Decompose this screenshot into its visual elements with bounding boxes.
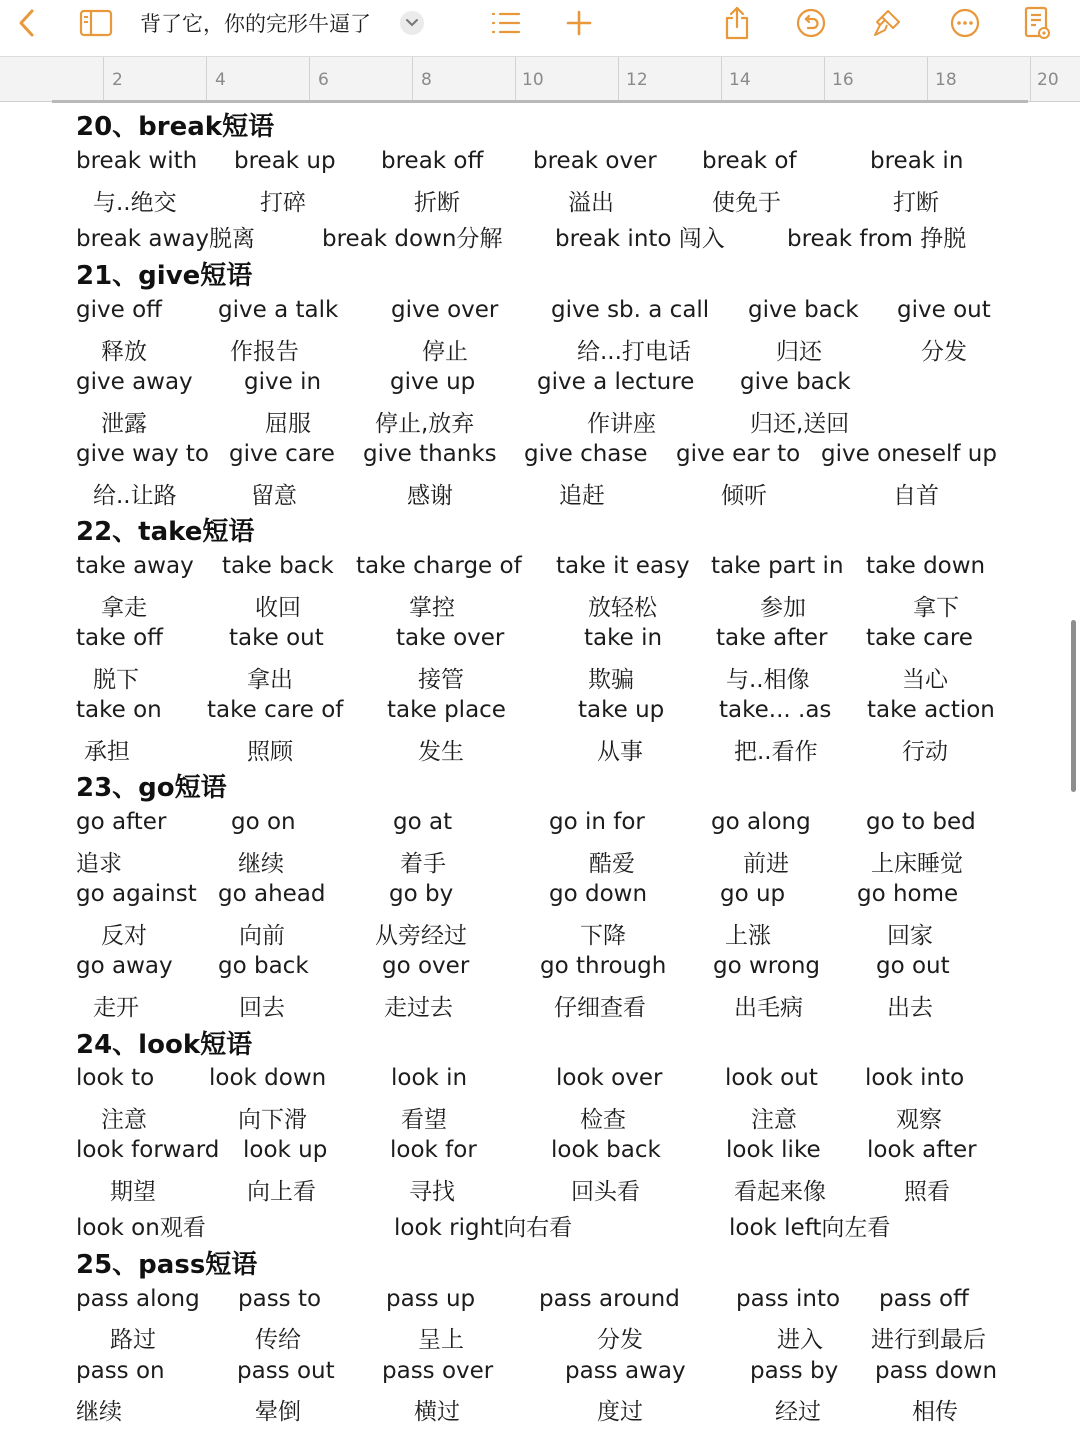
phrase-chinese: 掌控 [409, 595, 455, 621]
ruler-number: 14 [729, 70, 751, 90]
phrase-english: give off [76, 297, 162, 323]
phrase-english: break over [533, 148, 657, 174]
ruler-tick [515, 57, 516, 101]
phrase-english: pass up [386, 1286, 476, 1312]
phrase-chinese: 留意 [251, 483, 297, 509]
phrase-english: give way to [76, 441, 209, 467]
phrase-english: go through [540, 953, 667, 979]
section-heading: 23、go短语 [76, 773, 227, 803]
phrase-english: go away [76, 953, 173, 979]
ruler-number: 20 [1037, 70, 1059, 90]
phrase-chinese: 收回 [255, 595, 301, 621]
phrase-english: pass over [382, 1358, 494, 1384]
phrase-english: look like [726, 1137, 821, 1163]
phrase-chinese: 传给 [255, 1327, 301, 1353]
ruler-number: 2 [112, 70, 123, 90]
phrase-chinese: 参加 [760, 595, 806, 621]
phrase-english: take away [76, 553, 194, 579]
phrase-chinese: 继续 [76, 1399, 122, 1425]
phrase-english: take after [716, 625, 828, 651]
phrase-chinese: 路过 [110, 1327, 156, 1353]
phrase-english: take... .as [719, 697, 832, 723]
phrase-chinese: 拿出 [247, 667, 293, 693]
phrase-chinese: 进入 [777, 1327, 823, 1353]
ruler-number: 16 [832, 70, 854, 90]
more-icon[interactable] [948, 5, 982, 41]
phrase-english: break from 挣脱 [787, 226, 967, 252]
phrase-chinese: 从事 [597, 739, 643, 765]
phrase-chinese: 呈上 [418, 1327, 464, 1353]
phrase-english: pass to [238, 1286, 322, 1312]
back-chevron-icon[interactable] [12, 5, 42, 41]
ruler-number: 10 [522, 70, 544, 90]
phrase-chinese: 着手 [400, 851, 446, 877]
phrase-chinese: 归还 [776, 339, 822, 365]
list-icon[interactable] [488, 5, 524, 41]
phrase-english: go in for [549, 809, 645, 835]
phrase-english: pass into [736, 1286, 841, 1312]
phrase-chinese: 横过 [414, 1399, 460, 1425]
phrase-chinese: 欺骗 [588, 667, 634, 693]
phrase-chinese: 前进 [743, 851, 789, 877]
phrase-english: break down分解 [322, 226, 503, 252]
phrase-chinese: 寻找 [409, 1179, 455, 1205]
phrase-english: give thanks [363, 441, 497, 467]
phrase-chinese: 给...打电话 [577, 339, 691, 365]
phrase-english: go back [218, 953, 309, 979]
phrase-chinese: 从旁经过 [375, 923, 467, 949]
phrase-english: give care [229, 441, 335, 467]
phrase-chinese: 行动 [902, 739, 948, 765]
phrase-english: take in [584, 625, 663, 651]
ruler-number: 4 [215, 70, 226, 90]
toolbar [0, 0, 1080, 50]
phrase-english: go out [876, 953, 950, 979]
phrase-english: look up [243, 1137, 328, 1163]
phrase-english: break with [76, 148, 198, 174]
phrase-chinese: 释放 [101, 339, 147, 365]
phrase-english: pass by [750, 1358, 839, 1384]
phrase-english: pass on [76, 1358, 165, 1384]
phrase-english: give back [748, 297, 859, 323]
phrase-english: pass away [565, 1358, 686, 1384]
phrase-chinese: 反对 [101, 923, 147, 949]
phrase-chinese: 拿下 [913, 595, 959, 621]
section-heading: 25、pass短语 [76, 1250, 258, 1280]
undo-icon[interactable] [794, 5, 828, 41]
ruler-indent-line [52, 100, 1028, 103]
phrase-english: pass off [879, 1286, 969, 1312]
phrase-chinese: 屈服 [265, 411, 311, 437]
phrase-english: give a talk [218, 297, 339, 323]
phrase-chinese: 把..看作 [734, 739, 818, 765]
phrase-english: take out [229, 625, 324, 651]
phrase-chinese: 出毛病 [734, 995, 803, 1021]
phrase-english: give a lecture [537, 369, 695, 395]
ruler-number: 18 [935, 70, 957, 90]
phrase-chinese: 折断 [414, 190, 460, 216]
phrase-english: give ear to [676, 441, 801, 467]
phrase-english: give over [391, 297, 499, 323]
phrase-chinese: 照顾 [247, 739, 293, 765]
phrase-english: take it easy [556, 553, 690, 579]
phrase-chinese: 给..让路 [93, 483, 177, 509]
ruler-number: 8 [421, 70, 432, 90]
ruler-tick [618, 57, 619, 101]
phrase-english: give up [390, 369, 476, 395]
phrase-chinese: 酷爱 [589, 851, 635, 877]
phrase-english: look left向左看 [729, 1215, 891, 1241]
phrase-chinese: 与..相像 [726, 667, 810, 693]
phrase-english: go ahead [218, 881, 326, 907]
phrase-chinese: 观察 [896, 1107, 942, 1133]
phrase-english: go over [382, 953, 470, 979]
phrase-chinese: 期望 [110, 1179, 156, 1205]
phrase-chinese: 分发 [597, 1327, 643, 1353]
phrase-english: break off [381, 148, 484, 174]
add-icon[interactable] [563, 5, 595, 41]
phrase-chinese: 追赶 [559, 483, 605, 509]
ruler-tick [103, 57, 104, 101]
phrase-chinese: 回头看 [571, 1179, 640, 1205]
phrase-chinese: 回去 [239, 995, 285, 1021]
phrase-english: look in [391, 1065, 468, 1091]
phrase-english: go down [549, 881, 648, 907]
phrase-english: take place [387, 697, 506, 723]
phrase-english: go against [76, 881, 197, 907]
phrase-chinese: 作报告 [230, 339, 299, 365]
phrase-english: pass along [76, 1286, 200, 1312]
phrase-chinese: 下降 [580, 923, 626, 949]
title-dropdown-icon[interactable] [400, 11, 424, 35]
phrase-english: give oneself up [821, 441, 997, 467]
document-body[interactable] [0, 104, 1080, 1425]
ruler[interactable] [0, 56, 1080, 102]
phrase-english: take care of [207, 697, 344, 723]
phrase-chinese: 向前 [239, 923, 285, 949]
phrase-chinese: 发生 [418, 739, 464, 765]
phrase-english: look to [76, 1065, 155, 1091]
phrase-english: take off [76, 625, 163, 651]
phrase-chinese: 仔细查看 [554, 995, 646, 1021]
phrase-english: break into 闯入 [555, 226, 725, 252]
phrase-english: break in [870, 148, 964, 174]
ruler-number: 12 [626, 70, 648, 90]
phrase-english: give away [76, 369, 193, 395]
phrase-english: look down [209, 1065, 327, 1091]
phrase-chinese: 回家 [887, 923, 933, 949]
share-icon[interactable] [720, 5, 754, 41]
phrase-english: break up [234, 148, 336, 174]
section-heading: 20、break短语 [76, 112, 275, 142]
ruler-tick [721, 57, 722, 101]
phrase-chinese: 当心 [902, 667, 948, 693]
phrase-chinese: 自首 [893, 483, 939, 509]
phrase-english: break away脱离 [76, 226, 256, 252]
phrase-english: look back [551, 1137, 661, 1163]
document-view-icon[interactable] [1020, 5, 1054, 41]
phrase-english: go on [231, 809, 296, 835]
phrase-english: look right向右看 [394, 1215, 573, 1241]
phrase-english: give chase [524, 441, 648, 467]
ruler-tick [412, 57, 413, 101]
phrase-chinese: 归还,送回 [750, 411, 850, 437]
phrase-english: look into [865, 1065, 965, 1091]
phrase-chinese: 看起来像 [734, 1179, 826, 1205]
phrase-english: take charge of [356, 553, 522, 579]
phrase-chinese: 感谢 [407, 483, 453, 509]
phrase-english: look out [725, 1065, 818, 1091]
phrase-chinese: 照看 [904, 1179, 950, 1205]
phrase-chinese: 向下滑 [238, 1107, 307, 1133]
phrase-chinese: 相传 [912, 1399, 958, 1425]
phrase-chinese: 打碎 [260, 190, 306, 216]
phrase-english: go wrong [713, 953, 820, 979]
ruler-number: 6 [318, 70, 329, 90]
phrase-chinese: 注意 [101, 1107, 147, 1133]
phrase-chinese: 向上看 [247, 1179, 316, 1205]
phrase-chinese: 度过 [597, 1399, 643, 1425]
phrase-chinese: 看望 [401, 1107, 447, 1133]
phrase-chinese: 晕倒 [255, 1399, 301, 1425]
ruler-tick [1030, 57, 1031, 101]
phrase-chinese: 走开 [93, 995, 139, 1021]
phrase-english: give out [897, 297, 991, 323]
section-heading: 24、look短语 [76, 1030, 253, 1060]
phrase-english: go home [857, 881, 959, 907]
phrase-chinese: 放轻松 [588, 595, 657, 621]
phrase-english: take back [222, 553, 334, 579]
document-title[interactable]: 背了它，你的完形牛逼了 [140, 12, 371, 36]
phrase-english: pass down [875, 1358, 998, 1384]
phrase-english: take on [76, 697, 162, 723]
phrase-english: look forward [76, 1137, 220, 1163]
phrase-english: give in [244, 369, 322, 395]
phrase-english: take over [396, 625, 505, 651]
phrase-chinese: 打断 [893, 190, 939, 216]
phrase-chinese: 出去 [887, 995, 933, 1021]
phrase-english: go by [389, 881, 454, 907]
phrase-chinese: 上涨 [725, 923, 771, 949]
ruler-tick [309, 57, 310, 101]
phrase-english: take care [866, 625, 973, 651]
phrase-chinese: 继续 [238, 851, 284, 877]
section-heading: 21、give短语 [76, 261, 253, 291]
phrase-english: take down [866, 553, 986, 579]
phrase-chinese: 追求 [76, 851, 122, 877]
phrase-chinese: 泄露 [101, 411, 147, 437]
phrase-chinese: 经过 [775, 1399, 821, 1425]
phrase-english: pass around [539, 1286, 680, 1312]
phrase-english: go at [393, 809, 453, 835]
phrase-chinese: 倾听 [721, 483, 767, 509]
phrase-chinese: 走过去 [384, 995, 453, 1021]
phrase-english: take action [867, 697, 995, 723]
phrase-english: look after [867, 1137, 977, 1163]
phrase-english: go along [711, 809, 811, 835]
phrase-chinese: 拿走 [101, 595, 147, 621]
phrase-english: take part in [711, 553, 844, 579]
phrase-chinese: 溢出 [568, 190, 614, 216]
phrase-english: go after [76, 809, 167, 835]
phrase-english: give back [740, 369, 851, 395]
phrase-chinese: 分发 [921, 339, 967, 365]
phrase-english: give sb. a call [551, 297, 710, 323]
phrase-chinese: 脱下 [93, 667, 139, 693]
scrollbar[interactable] [1071, 620, 1076, 792]
sidebar-icon[interactable] [78, 5, 114, 41]
phrase-english: pass out [237, 1358, 335, 1384]
phrase-english: go to bed [866, 809, 976, 835]
phrase-english: look on观看 [76, 1215, 206, 1241]
phrase-english: take up [578, 697, 665, 723]
phrase-chinese: 停止 [422, 339, 468, 365]
phrase-chinese: 停止,放弃 [375, 411, 475, 437]
format-brush-icon[interactable] [870, 5, 904, 41]
ruler-tick [206, 57, 207, 101]
phrase-chinese: 检查 [580, 1107, 626, 1133]
phrase-english: look over [556, 1065, 663, 1091]
phrase-english: look for [390, 1137, 477, 1163]
phrase-chinese: 与..绝交 [93, 190, 177, 216]
phrase-chinese: 接管 [418, 667, 464, 693]
phrase-chinese: 进行到最后 [871, 1327, 986, 1353]
section-heading: 22、take短语 [76, 517, 255, 547]
phrase-chinese: 注意 [751, 1107, 797, 1133]
phrase-chinese: 使免于 [712, 190, 781, 216]
phrase-chinese: 上床睡觉 [871, 851, 963, 877]
phrase-english: break of [702, 148, 797, 174]
phrase-chinese: 作讲座 [587, 411, 656, 437]
phrase-english: go up [720, 881, 786, 907]
ruler-tick [927, 57, 928, 101]
phrase-chinese: 承担 [84, 739, 130, 765]
ruler-tick [824, 57, 825, 101]
